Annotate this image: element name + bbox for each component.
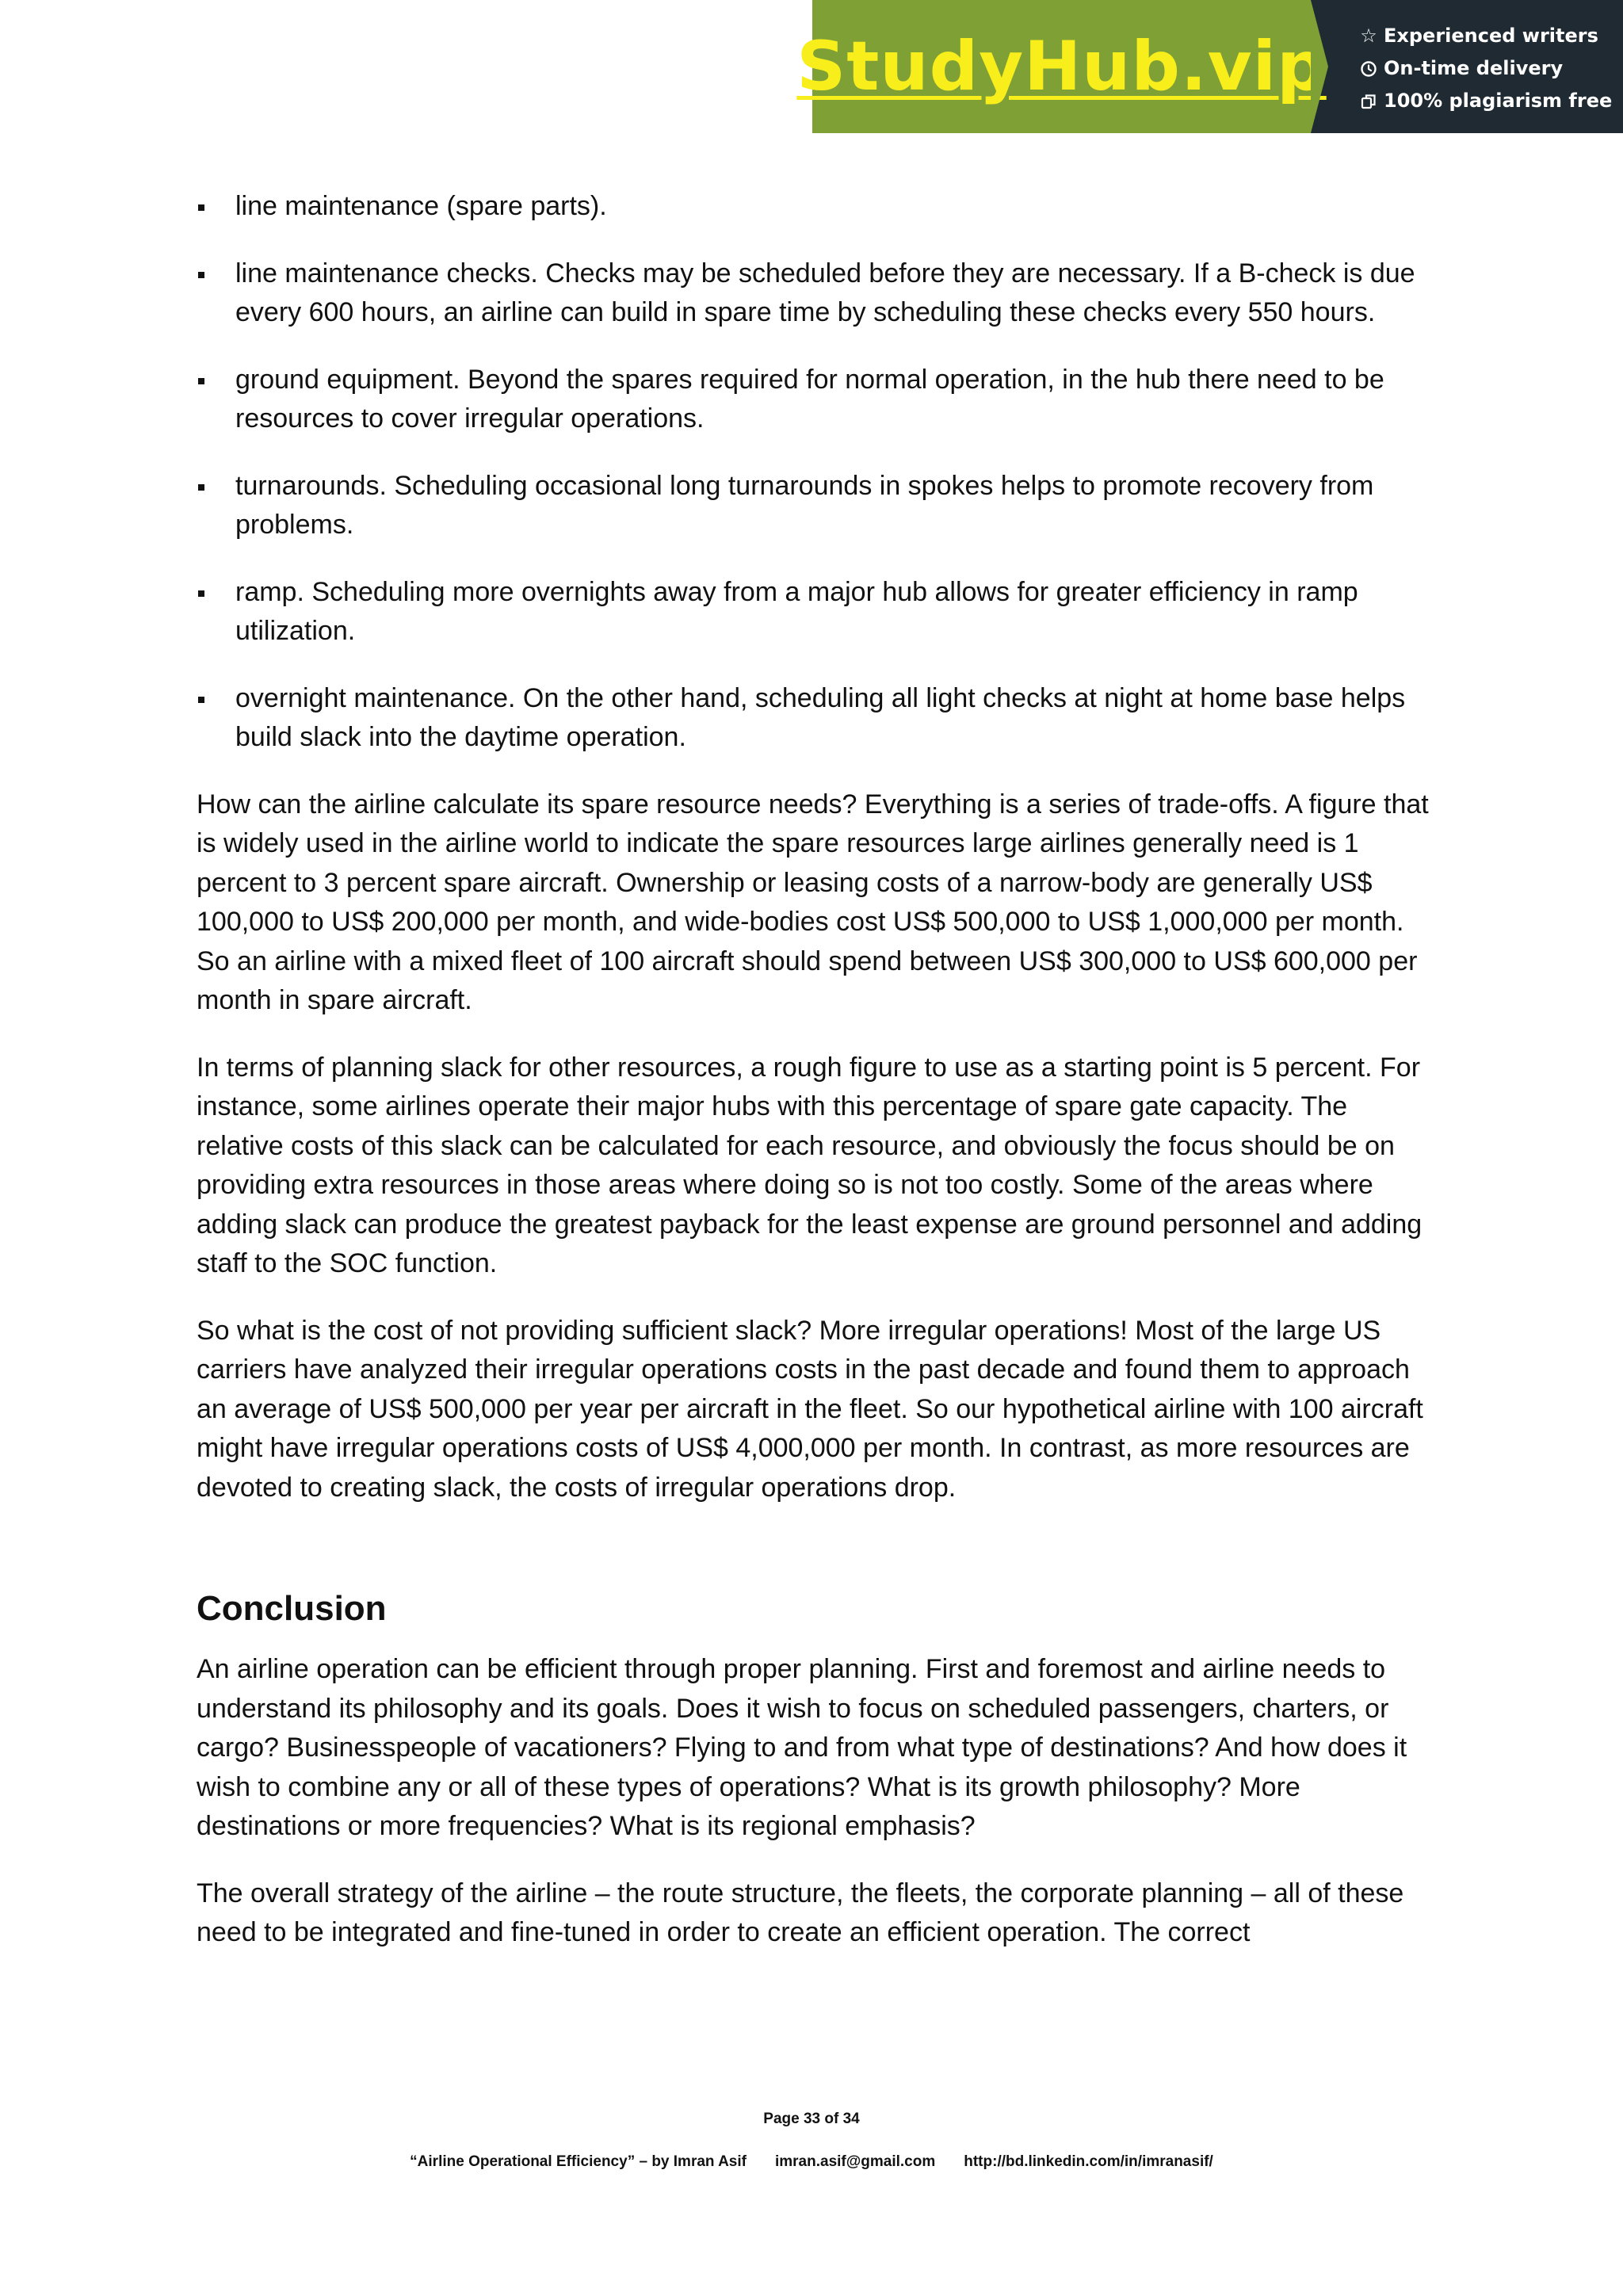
bullet-marker: [198, 697, 204, 703]
feature-label: On-time delivery: [1384, 56, 1564, 79]
conclusion-paragraph: The overall strategy of the airline – the route structure, the fleets, the corporate planning – all of these need to be integrated and fine-tuned in order to create an efficient operation. The correct: [197, 1878, 1404, 1947]
body-paragraph: How can the airline calculate its spare resource needs? Everything is a series of trade-offs. A figure that is widely used in the airline world to indicate the spare resources large airlines generally need is 1 percent to 3 percent spare aircraft. Ownership or leasing costs of a narrow-body are generally US$ 100,000 to US$ 200,000 per month, and wide-bodies cost US$ 500,000 to US$ 1,000,000 per month. So an airline with a mixed fleet of 100 aircraft should spend between US$ 300,000 to US$ 600,000 per month in spare aircraft.: [197, 789, 1429, 1015]
bullet-marker: [198, 204, 204, 211]
feature-label: 100% plagiarism free: [1384, 89, 1613, 112]
feature-experienced-writers: [1358, 19, 1623, 52]
feature-on-time-delivery: [1358, 52, 1623, 84]
bullet-marker: [198, 590, 204, 597]
list-item: [197, 187, 1433, 227]
feature-label: Experienced writers: [1384, 24, 1598, 47]
bullet-text: turnarounds. Scheduling occasional long turnarounds in spokes helps to promote recovery from problems.: [235, 470, 1374, 540]
footer-email[interactable]: imran.asif@gmail.com: [774, 2153, 936, 2170]
page-footer: [0, 2153, 1623, 2171]
bullet-text: line maintenance (spare parts).: [235, 191, 607, 221]
body-paragraph: So what is the cost of not providing sufficient slack? More irregular operations! Most of the large US carriers have analyzed their irregular operations costs in the past decade and found them to approach an average of US$ 500,000 per year per aircraft in the fleet. So our hypothetical airline with 100 aircraft might have irregular operations costs of US$ 4,000,000 per month. In contrast, as more resources are devoted to creating slack, the costs of irregular operations drop.: [197, 1315, 1423, 1503]
copy-icon: [1358, 90, 1379, 112]
list-item: [197, 679, 1433, 758]
footer-link[interactable]: http://bd.linkedin.com/in/imranasif/: [964, 2153, 1213, 2170]
banner-features: [1311, 0, 1623, 133]
brand-name: StudyHub.vip: [796, 27, 1327, 106]
list-item: [197, 467, 1433, 545]
studyhub-banner[interactable]: [796, 0, 1623, 133]
feature-plagiarism-free: [1358, 84, 1623, 117]
bullet-text: ground equipment. Beyond the spares required for normal operation, in the hub there need to be resources to cover irregular operations.: [235, 364, 1384, 434]
clock-icon: [1358, 57, 1379, 79]
footer-title: “Airline Operational Efficiency” – by Imran Asif: [410, 2153, 747, 2170]
bullet-text: overnight maintenance. On the other hand, scheduling all light checks at night at home base helps build slack into the daytime operation.: [235, 682, 1406, 752]
list-item: [197, 573, 1433, 651]
section-heading: Conclusion: [197, 1589, 387, 1628]
conclusion-paragraph: An airline operation can be efficient through proper planning. First and foremost and airline needs to understand its philosophy and its goals. Does it wish to focus on scheduled passengers, charters, or cargo? Businesspeople of vacationers? Flying to and from what type of destinations? And how does it wish to combine any or all of these types of operations? What is its growth philosophy? More destinations or more frequencies? What is its regional emphasis?: [197, 1654, 1407, 1841]
bullet-list: [197, 187, 1433, 758]
bullet-marker: [198, 272, 204, 278]
page-number: Page 33 of 34: [763, 2111, 860, 2127]
bullet-marker: [198, 378, 204, 384]
brand-logo[interactable]: [796, 0, 1327, 133]
list-item: [197, 361, 1433, 439]
bullet-text: ramp. Scheduling more overnights away from a major hub allows for greater efficiency in ramp utilization.: [235, 576, 1358, 646]
bullet-marker: [198, 484, 204, 491]
bullet-text: line maintenance checks. Checks may be scheduled before they are necessary. If a B-check is due every 600 hours, an airline can build in spare time by scheduling these checks every 550 hours.: [235, 258, 1415, 327]
body-paragraph: In terms of planning slack for other resources, a rough figure to use as a starting point is 5 percent. For instance, some airlines operate their major hubs with this percentage of spare gate capacity. The relative costs of this slack can be calculated for each resource, and obviously the focus should be on providing extra resources in those areas where doing so is not too costly. Some of the areas where adding slack can produce the greatest payback for the least expense are ground personnel and adding staff to the SOC function.: [197, 1052, 1423, 1278]
page-content: [197, 187, 1433, 1981]
star-icon: ☆: [1360, 24, 1377, 47]
list-item: [197, 254, 1433, 333]
